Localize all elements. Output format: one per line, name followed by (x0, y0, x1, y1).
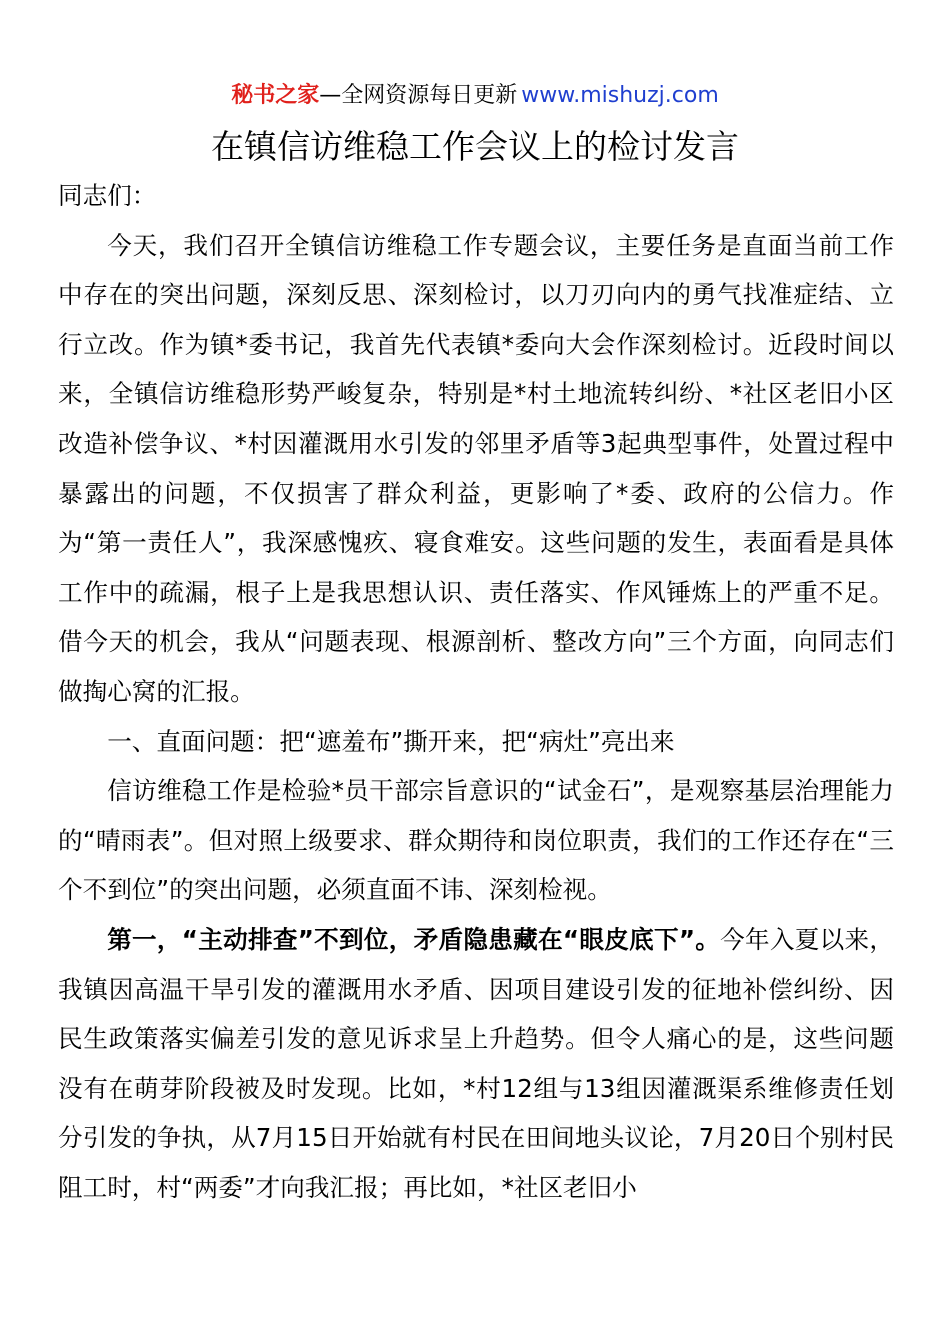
section-heading-1: 一、直面问题：把“遮羞布”撕开来，把“病灶”亮出来 (107, 726, 675, 756)
point-1-lead: 第一，“主动排查”不到位，矛盾隐患藏在“眼皮底下”。 (107, 924, 721, 954)
paragraph-point-1 (58, 915, 894, 1213)
point-1-body: 今年入夏以来，我镇因高温干旱引发的灌溉用水矛盾、因项目建设引发的征地补偿纠纷、因民生政策落实偏差引发的意见诉求呈上升趋势。但令人痛心的是，这些问题没有在萌芽阶段被及时发现。比如，*村12组与13组因灌溉渠系维修责任划分引发的争执，从7月15日开始就有村民在田间地头议论，7月20日个别村民阻工时，村“两委”才向我汇报；再比如，*社区老旧小 (58, 924, 894, 1202)
site-url-link[interactable]: www.mishuzj.com (521, 83, 719, 108)
brand-name: 秘书之家 (231, 83, 320, 108)
salutation: 同志们： (58, 181, 157, 210)
paragraph-opening: 今天，我们召开全镇信访维稳工作专题会议，主要任务是直面当前工作中存在的突出问题，深刻反思、深刻检讨，以刀刃向内的勇气找准症结、立行立改。作为镇*委书记，我首先代表镇*委向大会作深刻检讨。近段时间以来，全镇信访维稳形势严峻复杂，特别是*村土地流转纠纷、*社区老旧小区改造补偿争议、*村因灌溉用水引发的邻里矛盾等3起典型事件，处置过程中暴露出的问题，不仅损害了群众利益，更影响了*委、政府的公信力。作为“第一责任人”，我深感愧疚、寝食难安。这些问题的发生，表面看是具体工作中的疏漏，根子上是我思想认识、责任落实、作风锤炼上的严重不足。借今天的机会，我从“问题表现、根源剖析、整改方向”三个方面，向同志们做掏心窝的汇报。 (58, 230, 894, 706)
paragraph-section-intro: 信访维稳工作是检验*员干部宗旨意识的“试金石”，是观察基层治理能力的“晴雨表”。但对照上级要求、群众期待和岗位职责，我们的工作还存在“三个不到位”的突出问题，必须直面不讳、深刻检视。 (58, 776, 894, 905)
document-body (58, 171, 894, 1212)
document-title: 在镇信访维稳工作会议上的检讨发言 (211, 127, 739, 166)
header-tagline: —全网资源每日更新 (319, 83, 518, 108)
site-header (0, 80, 950, 112)
